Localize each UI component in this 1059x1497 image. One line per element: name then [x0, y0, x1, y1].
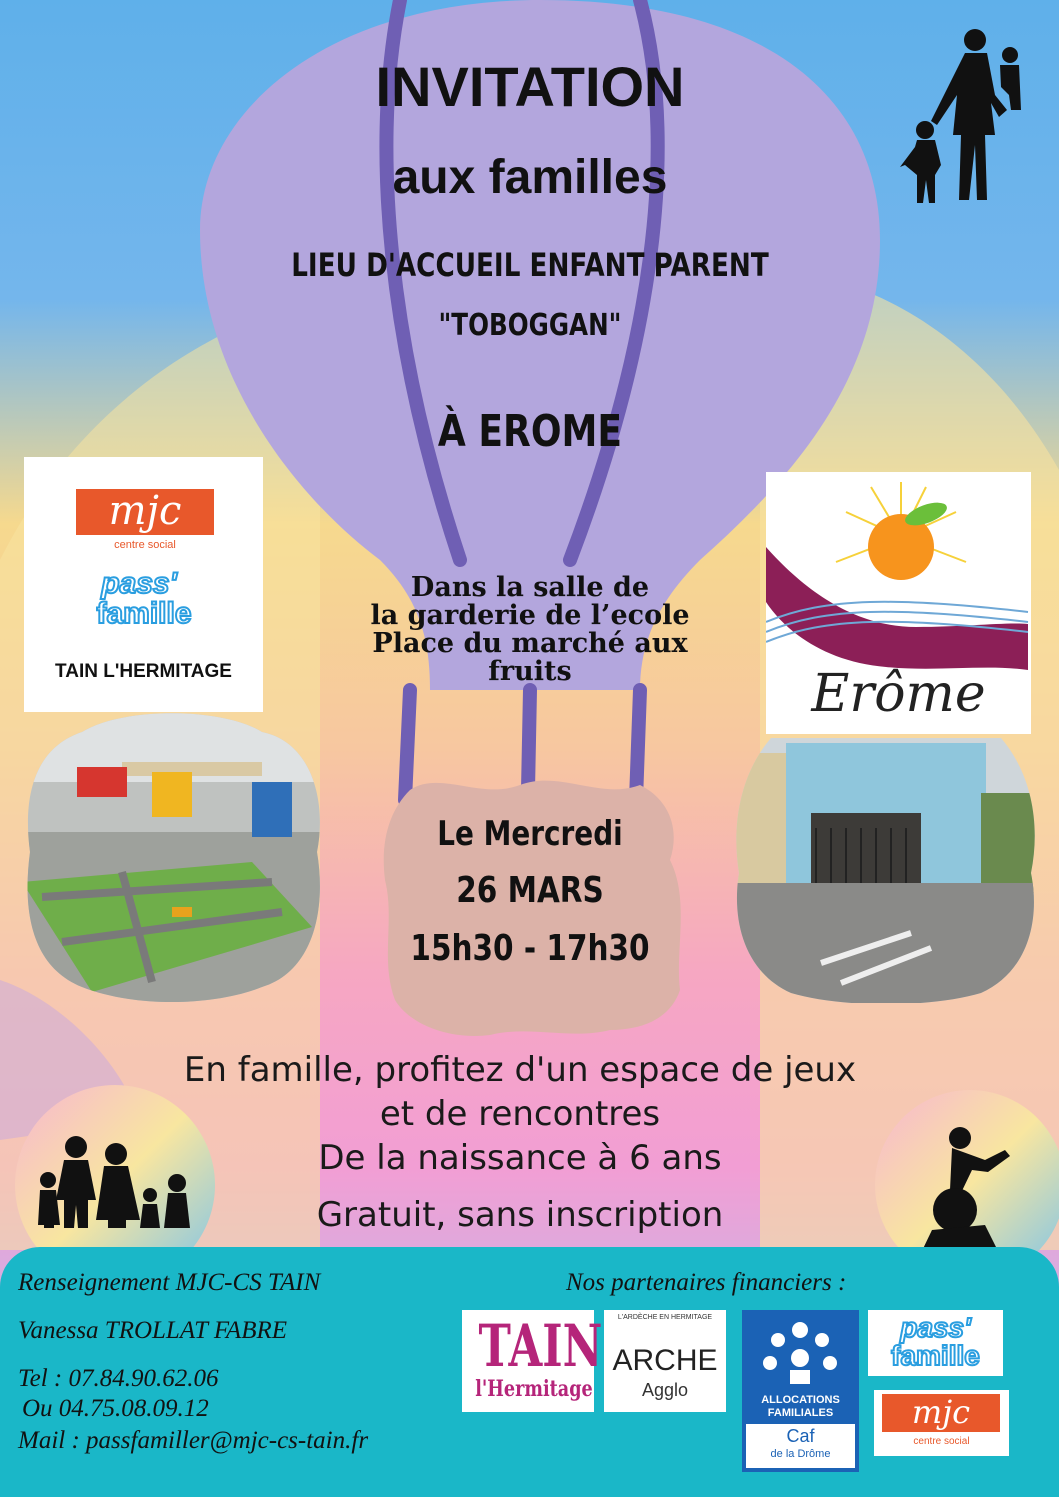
- location-line: la garderie de l’ecole: [370, 600, 690, 631]
- agglo-logo-text: Agglo: [641, 1380, 689, 1400]
- caf-text: Caf: [786, 1426, 815, 1446]
- caf-logo: [742, 1310, 859, 1472]
- mjc-tagline: centre social: [114, 539, 176, 551]
- page-subtitle: aux familles: [392, 151, 668, 204]
- pass-logo-bottom: famille: [96, 597, 192, 630]
- event-date: 26 MARS: [456, 870, 604, 911]
- event-day: Le Mercredi: [437, 814, 623, 854]
- arche-agglo-logo: [604, 1310, 726, 1412]
- mjc-logo-card: [24, 457, 263, 712]
- place-type: LIEU D'ACCUEIL ENFANT PARENT: [291, 246, 769, 284]
- erome-logo-text: Erôme: [811, 664, 986, 724]
- place-name: "TOBOGGAN": [438, 308, 622, 343]
- school-entrance-photo: [731, 733, 1041, 1003]
- location-line: fruits: [488, 656, 572, 687]
- pass-partner-bottom: famille: [891, 1340, 980, 1371]
- arche-small-text: L'ARDÈCHE EN HERMITAGE: [617, 1314, 713, 1321]
- contact-phone-2: Ou 04.75.08.09.12: [22, 1395, 209, 1422]
- hermitage-logo-text: l'Hermitage: [475, 1376, 593, 1402]
- playroom-photo: [22, 712, 326, 1002]
- description-line-3: De la naissance à 6 ans: [318, 1138, 722, 1178]
- event-time: 15h30 - 17h30: [410, 928, 650, 969]
- location-line: Place du marché aux: [372, 628, 688, 659]
- pass-logo-top: pass': [101, 567, 177, 600]
- caf-figures-icon: [760, 1318, 840, 1388]
- caf-label-line: ALLOCATIONS: [761, 1394, 840, 1406]
- mother-child-silhouette-icon: [895, 25, 1035, 210]
- mjc-logo: mjc: [76, 489, 214, 535]
- location-line: Dans la salle de: [410, 572, 650, 603]
- page-title: INVITATION: [375, 55, 685, 118]
- description-line-1: En famille, profitez d'un espace de jeux: [183, 1050, 857, 1090]
- mjc-partner-text: mjc: [882, 1394, 1000, 1432]
- family-silhouette-icon: [0, 1080, 220, 1250]
- description-line-4: Gratuit, sans inscription: [316, 1195, 724, 1235]
- tain-city-label: TAIN L'HERMITAGE: [55, 661, 232, 682]
- caf-white-panel: [746, 1424, 855, 1468]
- arche-logo-text: ARCHE: [612, 1344, 718, 1377]
- caf-label: [742, 1394, 859, 1420]
- town-line: À EROME: [437, 406, 623, 457]
- location-text: [330, 574, 730, 686]
- pass-partner-top: pass': [900, 1312, 971, 1343]
- contact-name: Vanessa TROLLAT FABRE: [18, 1317, 288, 1344]
- pass-famille-partner-logo: [868, 1310, 1003, 1376]
- mjc-partner-logo: [874, 1390, 1009, 1456]
- partners-title: Nos partenaires financiers :: [566, 1269, 847, 1296]
- tain-hermitage-logo: [462, 1310, 603, 1412]
- contact-title: Renseignement MJC-CS TAIN: [18, 1269, 321, 1296]
- tain-logo-text: TAIN: [478, 1312, 603, 1380]
- mjc-partner-tagline: centre social: [913, 1436, 970, 1447]
- contact-phone-1: Tel : 07.84.90.62.06: [18, 1365, 219, 1392]
- parent-child-silhouette-icon: [860, 1090, 1059, 1255]
- caf-subtext: de la Drôme: [770, 1448, 831, 1460]
- erome-logo-card: [766, 472, 1031, 734]
- description-line-2: et de rencontres: [379, 1094, 661, 1134]
- contact-mail: Mail : passfamiller@mjc-cs-tain.fr: [18, 1427, 369, 1454]
- caf-label-line: FAMILIALES: [767, 1407, 834, 1419]
